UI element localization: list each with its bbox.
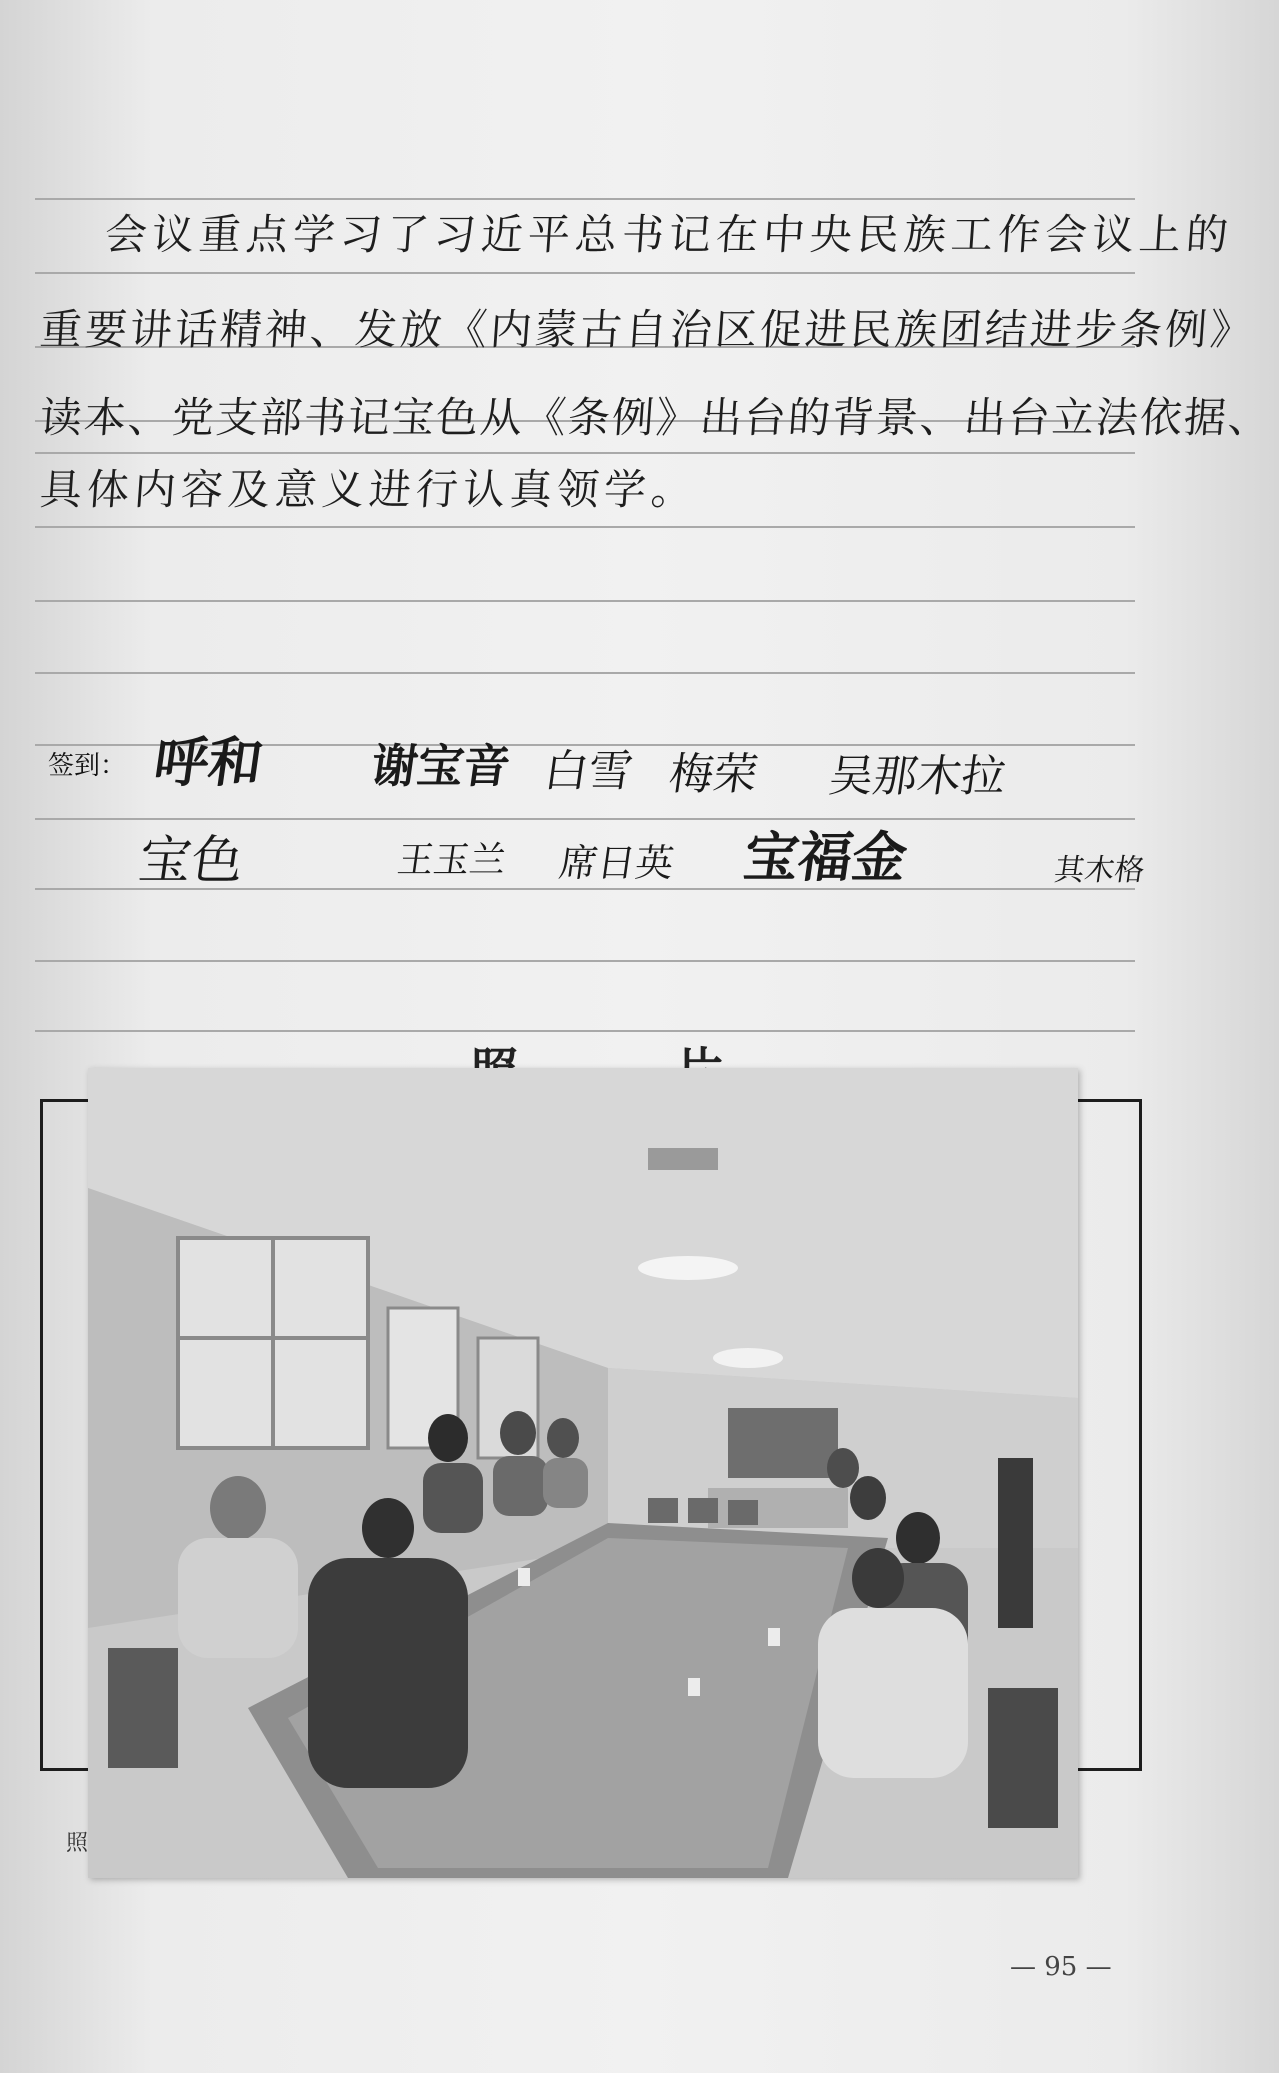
rule-line	[35, 1030, 1135, 1032]
rule-line	[35, 198, 1135, 200]
rule-line	[35, 960, 1135, 962]
meeting-room-illustration	[88, 1068, 1078, 1878]
page-number: — 95 —	[1010, 1952, 1112, 1982]
corner-mark: 照	[66, 1831, 89, 1856]
signature: 其木格	[1052, 853, 1147, 888]
signature: 席日英	[556, 841, 677, 885]
rule-line	[35, 452, 1135, 454]
signature: 吴那木拉	[825, 751, 1009, 802]
rule-line	[35, 672, 1135, 674]
notes-line-1: 会议重点学习了习近平总书记在中央民族工作会议上的	[103, 210, 1235, 259]
signature: 王玉兰	[394, 840, 509, 881]
notes-line-4: 具体内容及意义进行认真领学。	[38, 465, 700, 514]
signature: 梅荣	[665, 749, 761, 800]
signature: 宝色	[135, 831, 248, 891]
signin-label: 签到：	[48, 751, 127, 781]
rule-line	[35, 272, 1135, 274]
meeting-photo	[88, 1068, 1078, 1878]
rule-line	[35, 600, 1135, 602]
notes-line-2: 重要讲话精神、发放《内蒙古自治区促进民族团结进步条例》	[38, 305, 1257, 354]
signature: 宝福金	[740, 825, 912, 889]
notes-line-3: 读本、党支部书记宝色从《条例》出台的背景、出台立法依据、	[38, 393, 1274, 442]
rule-line	[35, 526, 1135, 528]
signature: 呼和	[150, 730, 268, 794]
signature: 白雪	[540, 746, 636, 797]
signature: 谢宝音	[367, 739, 514, 793]
